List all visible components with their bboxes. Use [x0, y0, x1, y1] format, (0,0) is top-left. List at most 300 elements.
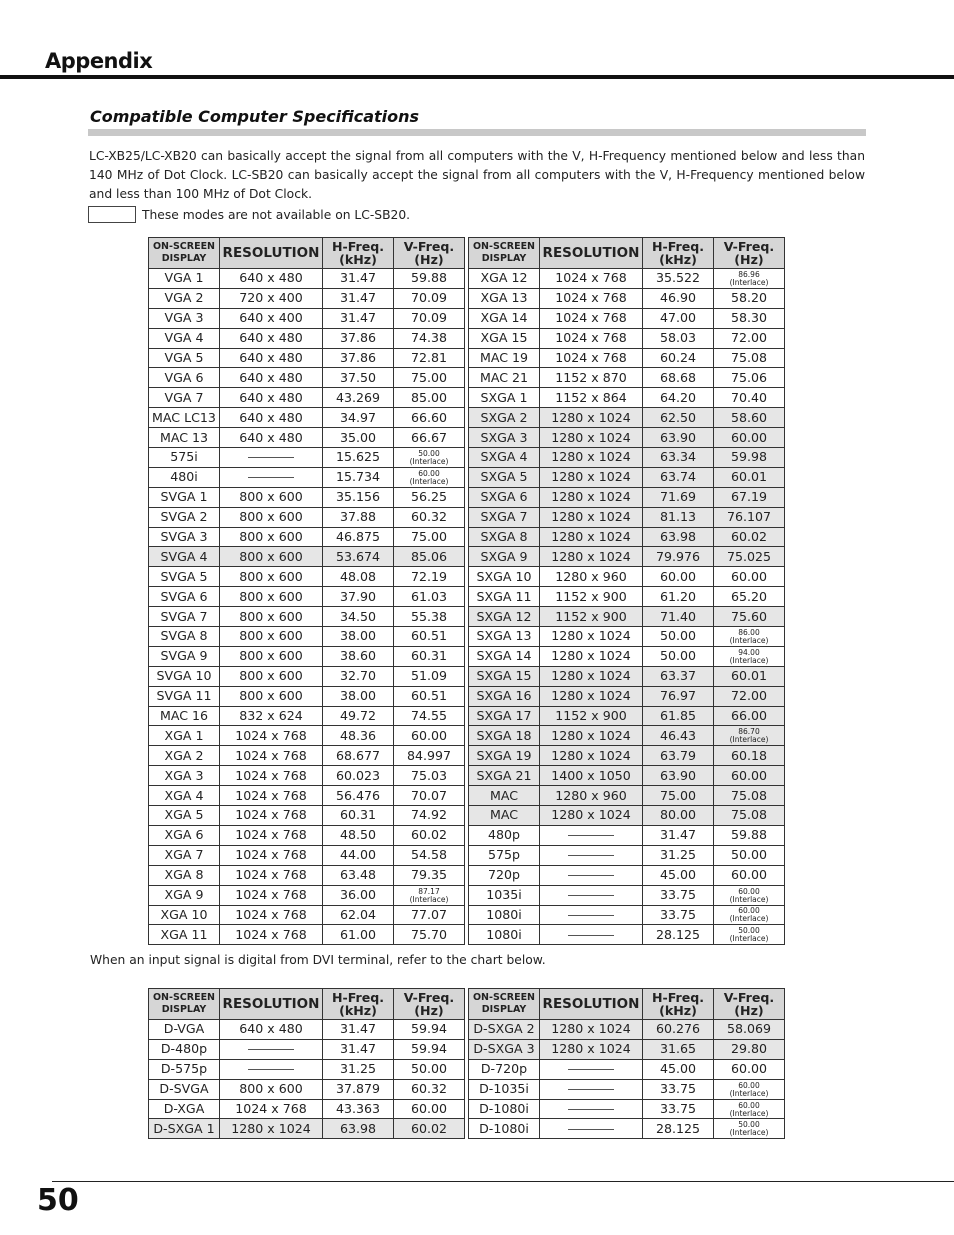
table-row: [149, 1059, 785, 1079]
table-row: [149, 467, 785, 487]
vfreq-cell: [714, 885, 785, 905]
subtitle-bar: [88, 129, 866, 136]
osd-cell: SVGA 1: [149, 487, 220, 507]
resolution-cell: 1280 x 1024: [540, 408, 643, 428]
osd-cell: VGA 5: [149, 348, 220, 368]
resolution-cell: 1280 x 1024: [540, 627, 643, 647]
hfreq-cell: 37.86: [323, 328, 394, 348]
hfreq-cell: 46.43: [643, 726, 714, 746]
table-row: [149, 1099, 785, 1119]
osd-cell: SVGA 2: [149, 507, 220, 527]
osd-cell: VGA 4: [149, 328, 220, 348]
resolution-cell: 1280 x 1024: [540, 507, 643, 527]
vfreq-cell: 66.60: [394, 408, 465, 428]
not-applicable-dash: [568, 1109, 614, 1110]
hfreq-cell: 71.69: [643, 487, 714, 507]
hfreq-cell: 62.50: [643, 408, 714, 428]
vfreq-cell: 59.98: [714, 448, 785, 468]
osd-cell: 1080i: [469, 925, 540, 945]
table-row: [149, 825, 785, 845]
vfreq-cell: [714, 905, 785, 925]
table-row: [149, 686, 785, 706]
col-vfreq: V-Freq. (Hz): [714, 989, 785, 1020]
vfreq-cell: 61.03: [394, 587, 465, 607]
resolution-cell: 1024 x 768: [220, 885, 323, 905]
interlace-value: 86.96 (Interlace): [729, 269, 769, 287]
vfreq-cell: 59.88: [394, 269, 465, 289]
osd-cell: SXGA 1: [469, 388, 540, 408]
hfreq-cell: 63.74: [643, 467, 714, 487]
osd-cell: SVGA 3: [149, 527, 220, 547]
resolution-cell: 1280 x 1024: [540, 467, 643, 487]
resolution-cell: 1024 x 768: [220, 766, 323, 786]
hfreq-cell: 15.625: [323, 448, 394, 468]
vfreq-cell: 50.00: [714, 845, 785, 865]
vfreq-cell: 72.00: [714, 328, 785, 348]
table-row: [149, 845, 785, 865]
resolution-cell: 640 x 480: [220, 1020, 323, 1040]
hfreq-cell: 63.34: [643, 448, 714, 468]
vfreq-cell: 60.18: [714, 746, 785, 766]
col-hfreq: H-Freq. (kHz): [643, 989, 714, 1020]
resolution-cell: 1024 x 768: [540, 269, 643, 289]
osd-cell: SXGA 10: [469, 567, 540, 587]
hfreq-cell: 68.68: [643, 368, 714, 388]
hfreq-cell: 58.03: [643, 328, 714, 348]
resolution-cell: 800 x 600: [220, 646, 323, 666]
resolution-cell: 1024 x 768: [220, 786, 323, 806]
hfreq-cell: 33.75: [643, 1079, 714, 1099]
not-applicable-dash: [248, 457, 294, 458]
resolution-cell: 1280 x 960: [540, 567, 643, 587]
osd-cell: 575i: [149, 448, 220, 468]
table-row: [149, 269, 785, 289]
osd-cell: XGA 2: [149, 746, 220, 766]
interlace-value: 60.00 (Interlace): [729, 886, 769, 904]
resolution-cell: 1024 x 768: [540, 308, 643, 328]
hfreq-cell: 45.00: [643, 865, 714, 885]
vfreq-cell: [714, 1119, 785, 1139]
not-applicable-dash: [568, 1129, 614, 1130]
hfreq-cell: 34.50: [323, 607, 394, 627]
vfreq-cell: 75.00: [394, 527, 465, 547]
resolution-cell: 832 x 624: [220, 706, 323, 726]
resolution-cell: 800 x 600: [220, 607, 323, 627]
hfreq-cell: 37.90: [323, 587, 394, 607]
hfreq-cell: 79.976: [643, 547, 714, 567]
col-osd: ON-SCREEN DISPLAY: [469, 238, 540, 269]
hfreq-cell: 60.276: [643, 1020, 714, 1040]
title-rule: [0, 75, 954, 79]
osd-cell: SXGA 5: [469, 467, 540, 487]
table-row: [149, 487, 785, 507]
vfreq-cell: 65.20: [714, 587, 785, 607]
vfreq-cell: 85.06: [394, 547, 465, 567]
hfreq-cell: 31.47: [643, 825, 714, 845]
vfreq-cell: [714, 1099, 785, 1119]
not-applicable-dash: [568, 935, 614, 936]
table-row: [149, 1020, 785, 1040]
hfreq-cell: 45.00: [643, 1059, 714, 1079]
osd-cell: XGA 3: [149, 766, 220, 786]
osd-cell: 1035i: [469, 885, 540, 905]
resolution-cell: 1152 x 900: [540, 706, 643, 726]
vfreq-cell: 70.09: [394, 308, 465, 328]
osd-cell: 1080i: [469, 905, 540, 925]
osd-cell: XGA 9: [149, 885, 220, 905]
resolution-cell: 1024 x 768: [540, 348, 643, 368]
hfreq-cell: 60.31: [323, 806, 394, 826]
osd-cell: D-XGA: [149, 1099, 220, 1119]
resolution-cell: 800 x 600: [220, 666, 323, 686]
vfreq-cell: 75.08: [714, 806, 785, 826]
vfreq-cell: 59.94: [394, 1039, 465, 1059]
hfreq-cell: 63.90: [643, 766, 714, 786]
col-hfreq: H-Freq. (kHz): [323, 989, 394, 1020]
hfreq-cell: 60.023: [323, 766, 394, 786]
table-row: [149, 786, 785, 806]
osd-cell: MAC: [469, 786, 540, 806]
osd-cell: SVGA 11: [149, 686, 220, 706]
hfreq-cell: 37.86: [323, 348, 394, 368]
osd-cell: D-1080i: [469, 1119, 540, 1139]
resolution-cell: 800 x 600: [220, 587, 323, 607]
table-row: [149, 925, 785, 945]
osd-cell: SXGA 8: [469, 527, 540, 547]
resolution-cell: 1024 x 768: [540, 288, 643, 308]
resolution-cell: 1280 x 1024: [220, 1119, 323, 1139]
resolution-cell: [540, 925, 643, 945]
resolution-cell: 1280 x 1024: [540, 1039, 643, 1059]
resolution-cell: [540, 1079, 643, 1099]
resolution-cell: 640 x 480: [220, 388, 323, 408]
col-vfreq: V-Freq. (Hz): [714, 238, 785, 269]
resolution-cell: [220, 448, 323, 468]
table-row: [149, 806, 785, 826]
not-applicable-dash: [248, 1049, 294, 1050]
resolution-cell: 1280 x 1024: [540, 448, 643, 468]
not-applicable-dash: [248, 1069, 294, 1070]
interlace-value: 50.00 (Interlace): [729, 1120, 769, 1138]
vfreq-cell: 75.00: [394, 368, 465, 388]
resolution-cell: [540, 865, 643, 885]
hfreq-cell: 48.50: [323, 825, 394, 845]
table-row: [149, 905, 785, 925]
resolution-cell: 800 x 600: [220, 487, 323, 507]
table-row: [149, 627, 785, 647]
osd-cell: XGA 7: [149, 845, 220, 865]
osd-cell: SVGA 9: [149, 646, 220, 666]
osd-cell: XGA 6: [149, 825, 220, 845]
resolution-cell: 640 x 480: [220, 368, 323, 388]
not-applicable-dash: [568, 895, 614, 896]
resolution-cell: 800 x 600: [220, 547, 323, 567]
table-row: [149, 766, 785, 786]
interlace-value: 50.00 (Interlace): [729, 926, 769, 944]
resolution-cell: 1152 x 900: [540, 587, 643, 607]
table-row: [149, 368, 785, 388]
table-row: [149, 567, 785, 587]
hfreq-cell: 46.875: [323, 527, 394, 547]
resolution-cell: 1280 x 1024: [540, 686, 643, 706]
osd-cell: SXGA 13: [469, 627, 540, 647]
vfreq-cell: 75.025: [714, 547, 785, 567]
osd-cell: MAC 19: [469, 348, 540, 368]
resolution-cell: 640 x 480: [220, 269, 323, 289]
hfreq-cell: 37.88: [323, 507, 394, 527]
resolution-cell: 1400 x 1050: [540, 766, 643, 786]
hfreq-cell: 61.00: [323, 925, 394, 945]
hfreq-cell: 33.75: [643, 1099, 714, 1119]
hfreq-cell: 43.269: [323, 388, 394, 408]
hfreq-cell: 31.25: [643, 845, 714, 865]
vfreq-cell: 51.09: [394, 666, 465, 686]
resolution-cell: [220, 1059, 323, 1079]
vfreq-cell: 60.51: [394, 686, 465, 706]
osd-cell: D-720p: [469, 1059, 540, 1079]
vfreq-cell: 75.70: [394, 925, 465, 945]
resolution-cell: 1024 x 768: [220, 825, 323, 845]
resolution-cell: 1280 x 1024: [540, 547, 643, 567]
hfreq-cell: 36.00: [323, 885, 394, 905]
resolution-cell: 1280 x 1024: [540, 666, 643, 686]
hfreq-cell: 37.879: [323, 1079, 394, 1099]
osd-cell: SXGA 14: [469, 646, 540, 666]
table-row: [149, 865, 785, 885]
osd-cell: D-SVGA: [149, 1079, 220, 1099]
hfreq-cell: 80.00: [643, 806, 714, 826]
vfreq-cell: [714, 1079, 785, 1099]
vfreq-cell: 59.94: [394, 1020, 465, 1040]
vfreq-cell: 58.60: [714, 408, 785, 428]
osd-cell: XGA 4: [149, 786, 220, 806]
vfreq-cell: 59.88: [714, 825, 785, 845]
osd-cell: D-1080i: [469, 1099, 540, 1119]
table-row: [149, 607, 785, 627]
resolution-cell: 640 x 400: [220, 308, 323, 328]
vfreq-cell: [714, 627, 785, 647]
resolution-cell: 1280 x 960: [540, 786, 643, 806]
table-row: [149, 547, 785, 567]
hfreq-cell: 31.47: [323, 269, 394, 289]
resolution-cell: 1024 x 768: [220, 1099, 323, 1119]
osd-cell: D-480p: [149, 1039, 220, 1059]
vfreq-cell: 74.55: [394, 706, 465, 726]
legend-swatch: [88, 206, 136, 223]
resolution-cell: 1280 x 1024: [540, 428, 643, 448]
not-applicable-dash: [568, 875, 614, 876]
hfreq-cell: 63.37: [643, 666, 714, 686]
col-vfreq: V-Freq. (Hz): [394, 989, 465, 1020]
vfreq-cell: [714, 726, 785, 746]
vfreq-cell: 50.00: [394, 1059, 465, 1079]
col-hfreq: H-Freq. (kHz): [643, 238, 714, 269]
col-vfreq: V-Freq. (Hz): [394, 238, 465, 269]
table-row: [149, 746, 785, 766]
osd-cell: SXGA 18: [469, 726, 540, 746]
osd-cell: D-SXGA 2: [469, 1020, 540, 1040]
osd-cell: SXGA 16: [469, 686, 540, 706]
osd-cell: SXGA 21: [469, 766, 540, 786]
vfreq-cell: 75.60: [714, 607, 785, 627]
hfreq-cell: 28.125: [643, 925, 714, 945]
section-title: Appendix: [45, 49, 153, 73]
col-resolution: RESOLUTION: [220, 989, 323, 1020]
table-row: [149, 428, 785, 448]
hfreq-cell: 38.00: [323, 686, 394, 706]
vfreq-cell: 84.997: [394, 746, 465, 766]
resolution-cell: 1152 x 864: [540, 388, 643, 408]
hfreq-cell: 53.674: [323, 547, 394, 567]
hfreq-cell: 35.156: [323, 487, 394, 507]
resolution-cell: 640 x 480: [220, 348, 323, 368]
osd-cell: VGA 6: [149, 368, 220, 388]
vfreq-cell: 58.069: [714, 1020, 785, 1040]
vfreq-cell: 70.07: [394, 786, 465, 806]
not-applicable-dash: [568, 1089, 614, 1090]
hfreq-cell: 50.00: [643, 627, 714, 647]
osd-cell: XGA 8: [149, 865, 220, 885]
vfreq-cell: 72.19: [394, 567, 465, 587]
vfreq-cell: 60.02: [714, 527, 785, 547]
resolution-cell: 800 x 600: [220, 627, 323, 647]
page-subtitle: Compatible Computer Specifications: [90, 107, 420, 126]
resolution-cell: 720 x 400: [220, 288, 323, 308]
vfreq-cell: 79.35: [394, 865, 465, 885]
resolution-cell: 1024 x 768: [220, 925, 323, 945]
vfreq-cell: 66.67: [394, 428, 465, 448]
osd-cell: MAC 13: [149, 428, 220, 448]
footer-rule: [52, 1181, 954, 1182]
not-applicable-dash: [568, 835, 614, 836]
hfreq-cell: 60.24: [643, 348, 714, 368]
intro-paragraph: LC-XB25/LC-XB20 can basically accept the signal from all computers with the V, H-Frequency mentioned below and less than 140 MHz of Dot Clock. LC-SB20 can basically accept the signal from all computers with the V, H-Frequency mentioned below and less than 100 MHz of Dot Clock.: [89, 149, 865, 201]
resolution-cell: 800 x 600: [220, 686, 323, 706]
hfreq-cell: 81.13: [643, 507, 714, 527]
interlace-value: 60.00 (Interlace): [409, 468, 449, 486]
resolution-cell: 1024 x 768: [220, 746, 323, 766]
osd-cell: SXGA 6: [469, 487, 540, 507]
vfreq-cell: [714, 269, 785, 289]
vfreq-cell: 72.81: [394, 348, 465, 368]
hfreq-cell: 31.25: [323, 1059, 394, 1079]
hfreq-cell: 50.00: [643, 646, 714, 666]
hfreq-cell: 37.50: [323, 368, 394, 388]
resolution-cell: 1152 x 870: [540, 368, 643, 388]
vfreq-cell: 75.08: [714, 348, 785, 368]
resolution-cell: 1280 x 1024: [540, 487, 643, 507]
hfreq-cell: 75.00: [643, 786, 714, 806]
vfreq-cell: 60.32: [394, 507, 465, 527]
osd-cell: MAC 21: [469, 368, 540, 388]
osd-cell: 480p: [469, 825, 540, 845]
vfreq-cell: 54.58: [394, 845, 465, 865]
osd-cell: XGA 14: [469, 308, 540, 328]
osd-cell: SVGA 5: [149, 567, 220, 587]
resolution-cell: 640 x 480: [220, 408, 323, 428]
resolution-cell: [540, 845, 643, 865]
hfreq-cell: 63.98: [323, 1119, 394, 1139]
hfreq-cell: 43.363: [323, 1099, 394, 1119]
hfreq-cell: 15.734: [323, 467, 394, 487]
osd-cell: SVGA 6: [149, 587, 220, 607]
osd-cell: D-1035i: [469, 1079, 540, 1099]
vfreq-cell: 66.00: [714, 706, 785, 726]
osd-cell: SXGA 9: [469, 547, 540, 567]
vfreq-cell: 74.92: [394, 806, 465, 826]
vfreq-cell: [394, 885, 465, 905]
hfreq-cell: 49.72: [323, 706, 394, 726]
osd-cell: SXGA 19: [469, 746, 540, 766]
osd-cell: XGA 11: [149, 925, 220, 945]
vfreq-cell: 75.08: [714, 786, 785, 806]
resolution-cell: [540, 1059, 643, 1079]
hfreq-cell: 48.08: [323, 567, 394, 587]
vfreq-cell: 56.25: [394, 487, 465, 507]
resolution-cell: 1024 x 768: [220, 845, 323, 865]
resolution-cell: 1024 x 768: [220, 726, 323, 746]
hfreq-cell: 38.60: [323, 646, 394, 666]
table-row: [149, 328, 785, 348]
resolution-cell: 1024 x 768: [220, 865, 323, 885]
osd-cell: XGA 5: [149, 806, 220, 826]
osd-cell: XGA 12: [469, 269, 540, 289]
osd-cell: SXGA 3: [469, 428, 540, 448]
hfreq-cell: 33.75: [643, 885, 714, 905]
hfreq-cell: 31.47: [323, 308, 394, 328]
resolution-cell: [220, 467, 323, 487]
vfreq-cell: 60.00: [394, 1099, 465, 1119]
resolution-cell: 800 x 600: [220, 567, 323, 587]
hfreq-cell: 31.47: [323, 1039, 394, 1059]
vfreq-cell: 70.09: [394, 288, 465, 308]
hfreq-cell: 71.40: [643, 607, 714, 627]
vfreq-cell: 60.32: [394, 1079, 465, 1099]
osd-cell: SVGA 4: [149, 547, 220, 567]
table-row: [149, 408, 785, 428]
osd-cell: XGA 10: [149, 905, 220, 925]
hfreq-cell: 56.476: [323, 786, 394, 806]
hfreq-cell: 63.90: [643, 428, 714, 448]
vfreq-cell: 60.00: [714, 567, 785, 587]
hfreq-cell: 46.90: [643, 288, 714, 308]
col-osd: ON-SCREEN DISPLAY: [149, 989, 220, 1020]
hfreq-cell: 62.04: [323, 905, 394, 925]
vfreq-cell: 58.30: [714, 308, 785, 328]
vfreq-cell: 60.00: [714, 865, 785, 885]
osd-cell: SVGA 7: [149, 607, 220, 627]
table-row: [149, 646, 785, 666]
osd-cell: SXGA 4: [469, 448, 540, 468]
resolution-cell: 1280 x 1024: [540, 806, 643, 826]
table-row: [149, 507, 785, 527]
osd-cell: MAC LC13: [149, 408, 220, 428]
table-row: [149, 527, 785, 547]
hfreq-cell: 44.00: [323, 845, 394, 865]
col-osd: ON-SCREEN DISPLAY: [469, 989, 540, 1020]
vfreq-cell: 74.38: [394, 328, 465, 348]
hfreq-cell: 61.85: [643, 706, 714, 726]
hfreq-cell: 35.522: [643, 269, 714, 289]
table-row: [149, 885, 785, 905]
hfreq-cell: 48.36: [323, 726, 394, 746]
vfreq-cell: 67.19: [714, 487, 785, 507]
table-row: [149, 388, 785, 408]
not-applicable-dash: [568, 915, 614, 916]
osd-cell: SXGA 11: [469, 587, 540, 607]
osd-cell: SXGA 2: [469, 408, 540, 428]
vfreq-cell: 60.02: [394, 825, 465, 845]
